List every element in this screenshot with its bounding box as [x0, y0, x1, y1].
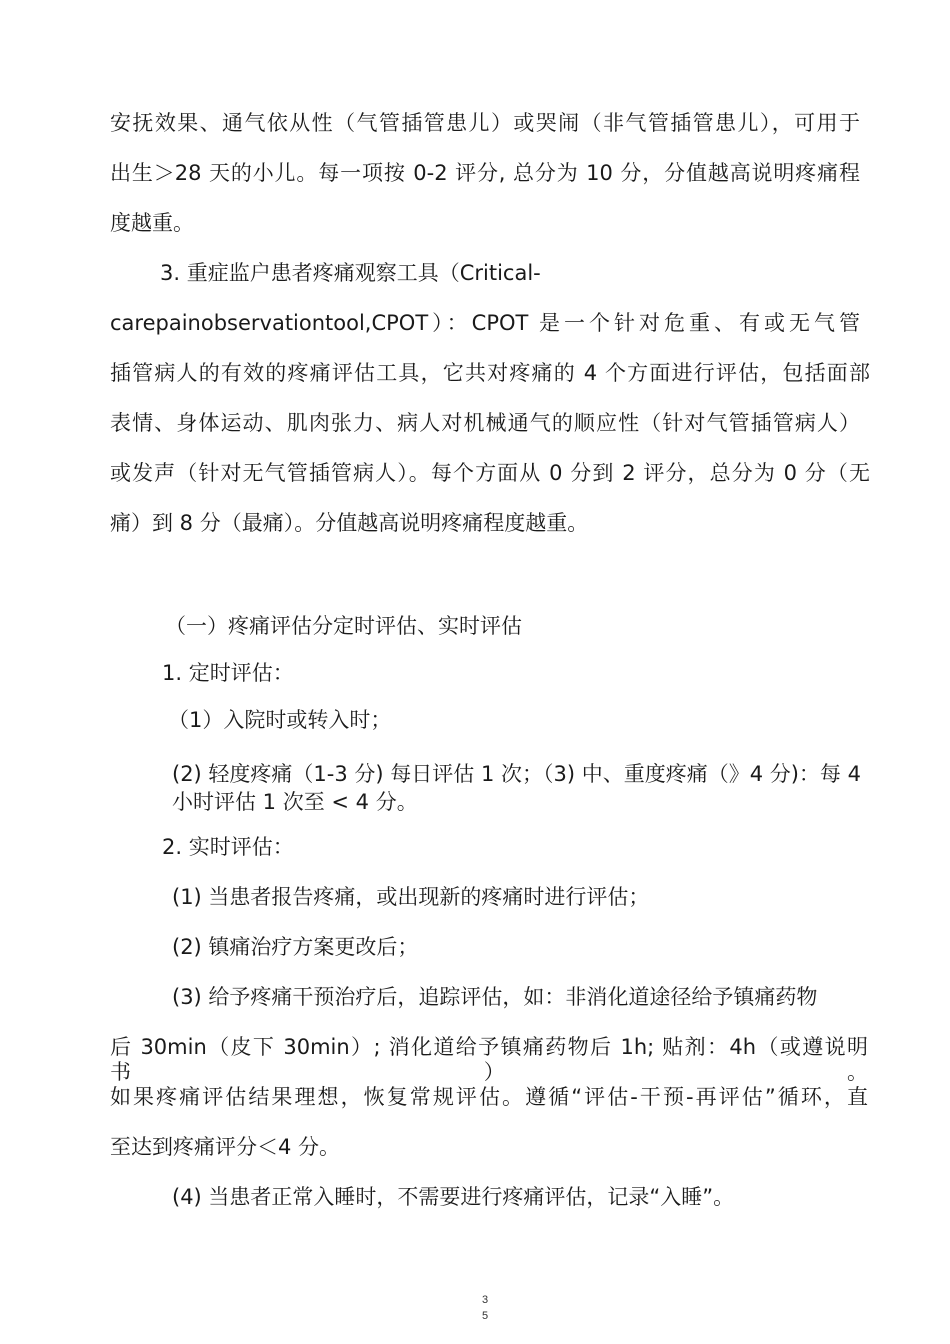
text-line-18: (3) 给予疼痛干预治疗后，追踪评估，如：非消化道途径给予镇痛药物 [172, 985, 818, 1009]
text-line-12: （1）入院时或转入时； [168, 708, 392, 732]
text-line-8: 或发声（针对无气管插管病人）。每个方面从 0 分到 2 评分，总分为 0 分（无 [110, 461, 870, 485]
text-line-6: 插管病人的有效的疼痛评估工具，它共对疼痛的 4 个方面进行评估，包括面部 [110, 361, 870, 385]
text-line-11: 1. 定时评估： [162, 661, 294, 685]
section-heading: （一）疼痛评估分定时评估、实时评估 [165, 614, 522, 638]
text-line-13: (2) 轻度疼痛（1-3 分) 每日评估 1 次；（3) 中、重度疼痛（》4 分)：每 4 [172, 762, 861, 786]
page-number-bottom: 5 [481, 1310, 489, 1322]
text-line-17: (2) 镇痛治疗方案更改后； [172, 935, 419, 959]
text-line-22: (4) 当患者正常入睡时，不需要进行疼痛评估，记录“入睡”。 [172, 1185, 735, 1209]
text-line-14: 小时评估 1 次至 < 4 分。 [172, 790, 418, 814]
text-line-7: 表情、身体运动、肌肉张力、病人对机械通气的顺应性（针对气管插管病人） [110, 411, 860, 435]
text-line-4: 3. 重症监户患者疼痛观察工具（Critical- [160, 261, 541, 285]
text-line-20: 如果疼痛评估结果理想，恢复常规评估。遵循“评估-干预-再评估”循环，直 [110, 1085, 868, 1109]
text-line-1: 安抚效果、通气依从性（气管插管患儿）或哭闹（非气管插管患儿），可用于 [110, 111, 860, 135]
page-number-top: 3 [481, 1294, 489, 1306]
text-line-21: 至达到疼痛评分＜4 分。 [110, 1135, 341, 1159]
text-line-16: (1) 当患者报告疼痛，或出现新的疼痛时进行评估； [172, 885, 650, 909]
text-line-5: carepainobservationtool,CPOT）：CPOT 是一个针对危重、有或无气管 [110, 311, 860, 335]
text-line-19: 后 30min（皮下 30min）; 消化道给予镇痛药物后 1h; 贴剂：4h（或遵说明书）。 [110, 1035, 868, 1085]
text-line-2: 出生＞28 天的小儿。每一项按 0-2 评分, 总分为 10 分，分值越高说明疼痛程 [110, 161, 860, 185]
text-line-3: 度越重。 [110, 211, 194, 235]
text-line-9: 痛）到 8 分（最痛）。分值越高说明疼痛程度越重。 [110, 511, 589, 535]
text-line-15: 2. 实时评估： [162, 835, 294, 859]
